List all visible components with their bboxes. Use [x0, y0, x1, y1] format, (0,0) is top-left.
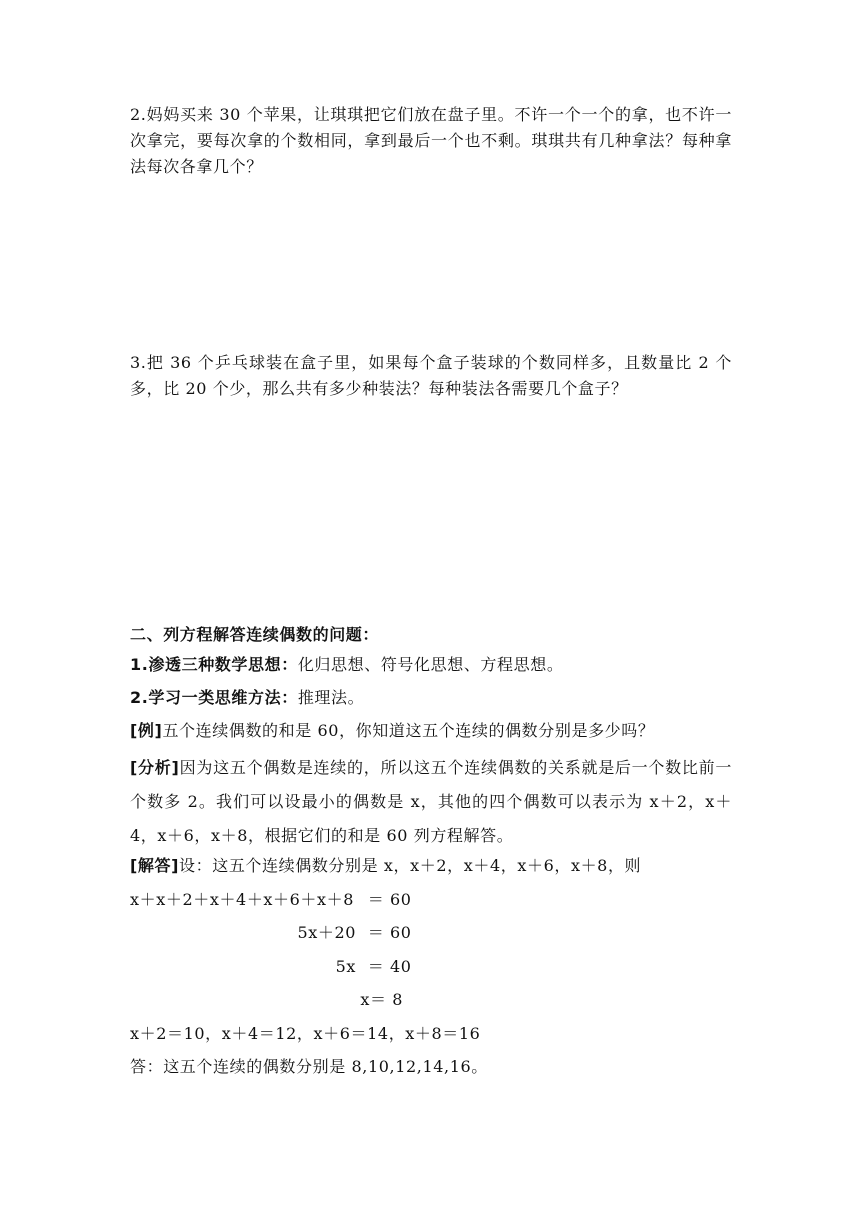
equation-row-2 — [130, 923, 412, 943]
equation-2-lhs: 5x＋20 — [297, 923, 356, 942]
item-2-label: 2.学习一类思维方法： — [130, 688, 298, 707]
analysis-paragraph — [130, 751, 732, 853]
item-2-text: 推理法。 — [297, 688, 365, 707]
section-2-item-2 — [130, 688, 364, 708]
equation-1-rhs: ＝ 60 — [367, 890, 412, 909]
equation-2-rhs: ＝ 60 — [367, 923, 412, 942]
solution-line — [130, 856, 641, 876]
equation-row-3 — [130, 957, 412, 977]
equation-row-4 — [130, 990, 403, 1010]
solution-label: [解答] — [130, 856, 180, 875]
problem-2: 2.妈妈买来 30 个苹果，让琪琪把它们放在盘子里。不许一个一个的拿，也不许一次拿完，要每次拿的个数相同，拿到最后一个也不剩。琪琪共有几种拿法？每种拿法每次各拿几个？ — [130, 105, 732, 176]
equation-3-lhs: 5x — [335, 957, 356, 976]
equation-row-1 — [130, 890, 412, 910]
analysis-text: 因为这五个偶数是连续的，所以这五个连续偶数的关系就是后一个数比前一个数多 2。我们可以设最小的偶数是 x，其他的四个偶数可以表示为 x＋2，x＋4，x＋6，x＋8，根据它们的和是 60 列方程解答。 — [130, 758, 732, 845]
example-text: 五个连续偶数的和是 60，你知道这五个连续的偶数分别是多少吗？ — [162, 721, 655, 740]
example-label: [例] — [130, 721, 163, 740]
example-line — [130, 721, 654, 741]
problem-3: 3.把 36 个乒乓球装在盒子里，如果每个盒子装球的个数同样多，且数量比 2 个多，比 20 个少，那么共有多少种装法？每种装法各需要几个盒子？ — [130, 353, 732, 398]
analysis-label: [分析] — [130, 758, 180, 777]
answer-line: 答：这五个连续的偶数分别是 8,10,12,14,16。 — [130, 1057, 488, 1076]
equation-4-rhs: ＝ 8 — [370, 990, 404, 1009]
solution-text: 设：这五个连续偶数分别是 x，x＋2，x＋4，x＋6，x＋8，则 — [179, 856, 642, 875]
equation-3-rhs: ＝ 40 — [367, 957, 412, 976]
equation-1-lhs: x＋x＋2＋x＋4＋x＋6＋x＋8 — [130, 890, 355, 909]
values-line: x＋2＝10，x＋4＝12，x＋6＝14，x＋8＝16 — [130, 1024, 481, 1043]
item-1-label: 1.渗透三种数学思想： — [130, 655, 298, 674]
section-2-title: 二、列方程解答连续偶数的问题： — [130, 625, 380, 644]
section-2-item-1 — [130, 655, 563, 675]
equation-4-lhs: x — [360, 990, 370, 1009]
item-1-text: 化归思想、符号化思想、方程思想。 — [297, 655, 564, 674]
